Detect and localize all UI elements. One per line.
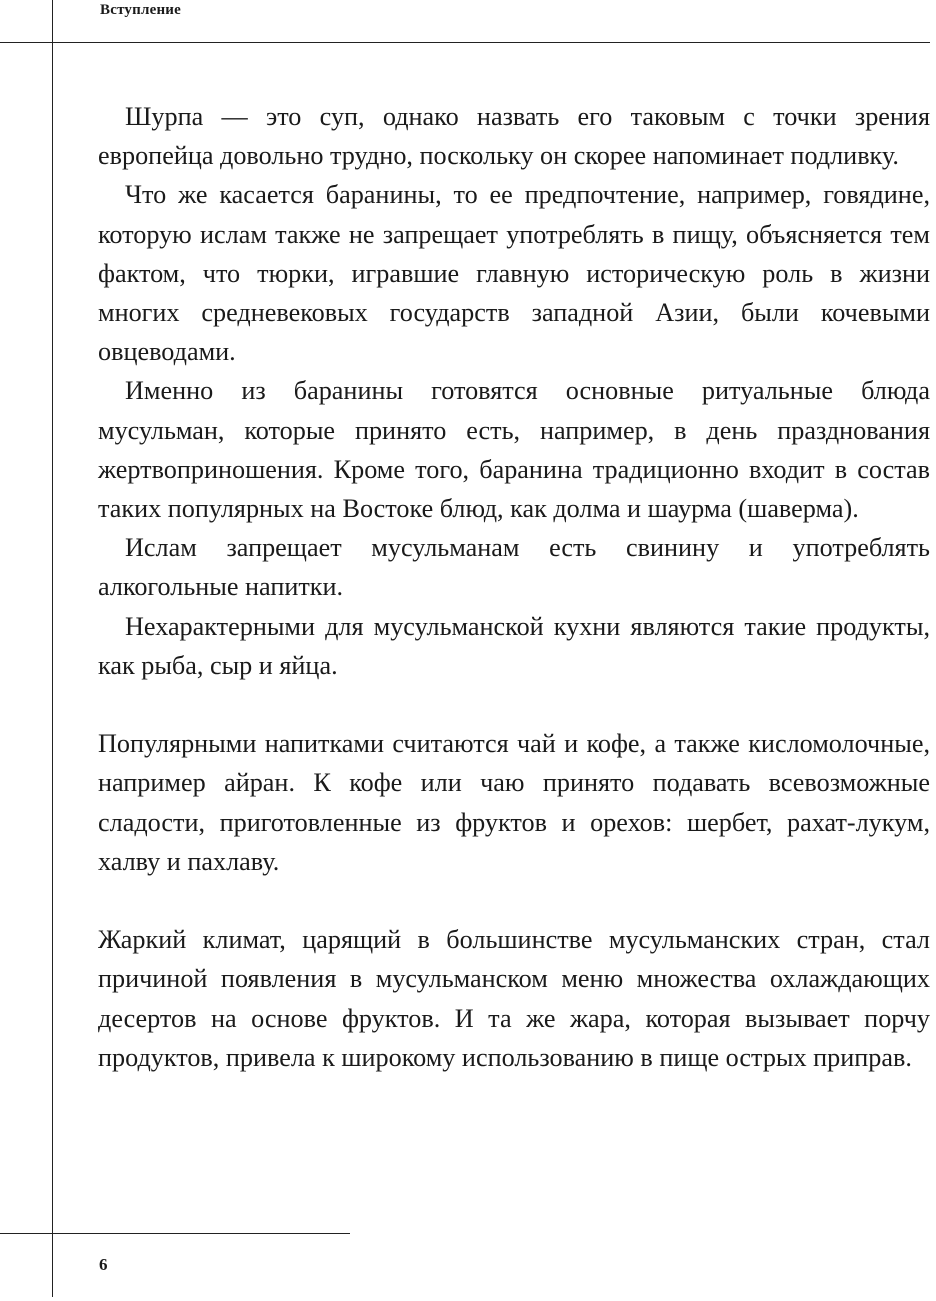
footer-rule (0, 1233, 350, 1234)
paragraph-lamb: Что же касается баранины, то ее предпочтение, например, говядине, которую ислам также не запрещает употреблять в пищу, объясняется тем фактом, что тюрки, игравшие главную историческую роль в жизни многих средневековых государств западной Азии, были кочевыми овцеводами. (98, 180, 930, 367)
page-body (98, 97, 930, 1077)
paragraph-ritual-dishes: Именно из баранины готовятся основные ритуальные блюда мусульман, которые принято есть, например, в день празднования жертвоприношения. Кроме того, баранина традиционно входит в состав таких популярных на Востоке блюд, как долма и шаурма (шаверма). (98, 376, 930, 524)
header-rule (0, 42, 930, 43)
paragraph-islam-prohibits: Ислам запрещает мусульманам есть свинину и употреблять алкогольные напитки. (98, 533, 930, 602)
paragraph-climate: Жаркий климат, царящий в большинстве мусульманских стран, стал причиной появления в мусульманском меню множества охлаждающих десертов на основе фруктов. И та же жара, которая вызывает порчу продуктов, привела к широкому использованию в пище острых приправ. (98, 925, 930, 1072)
paragraph-shurpa: Шурпа — это суп, однако назвать его таковым с точки зрения европейца довольно трудно, поскольку он скорее напоминает подливку. (98, 102, 930, 171)
running-header: Вступление (100, 2, 181, 18)
paragraph-uncharacteristic-products: Нехарактерными для мусульманской кухни являются такие продукты, как рыба, сыр и яйца. (98, 611, 930, 680)
paragraph-drinks: Популярными напитками считаются чай и кофе, а также кисломолочные, например айран. К кофе или чаю принято подавать всевозможные сладости, приготовленные из фруктов и орехов: шербет, рахат-лукум, халву и пахлаву. (98, 729, 930, 876)
page-number: 6 (99, 1255, 108, 1274)
margin-vertical-rule (52, 0, 53, 1297)
